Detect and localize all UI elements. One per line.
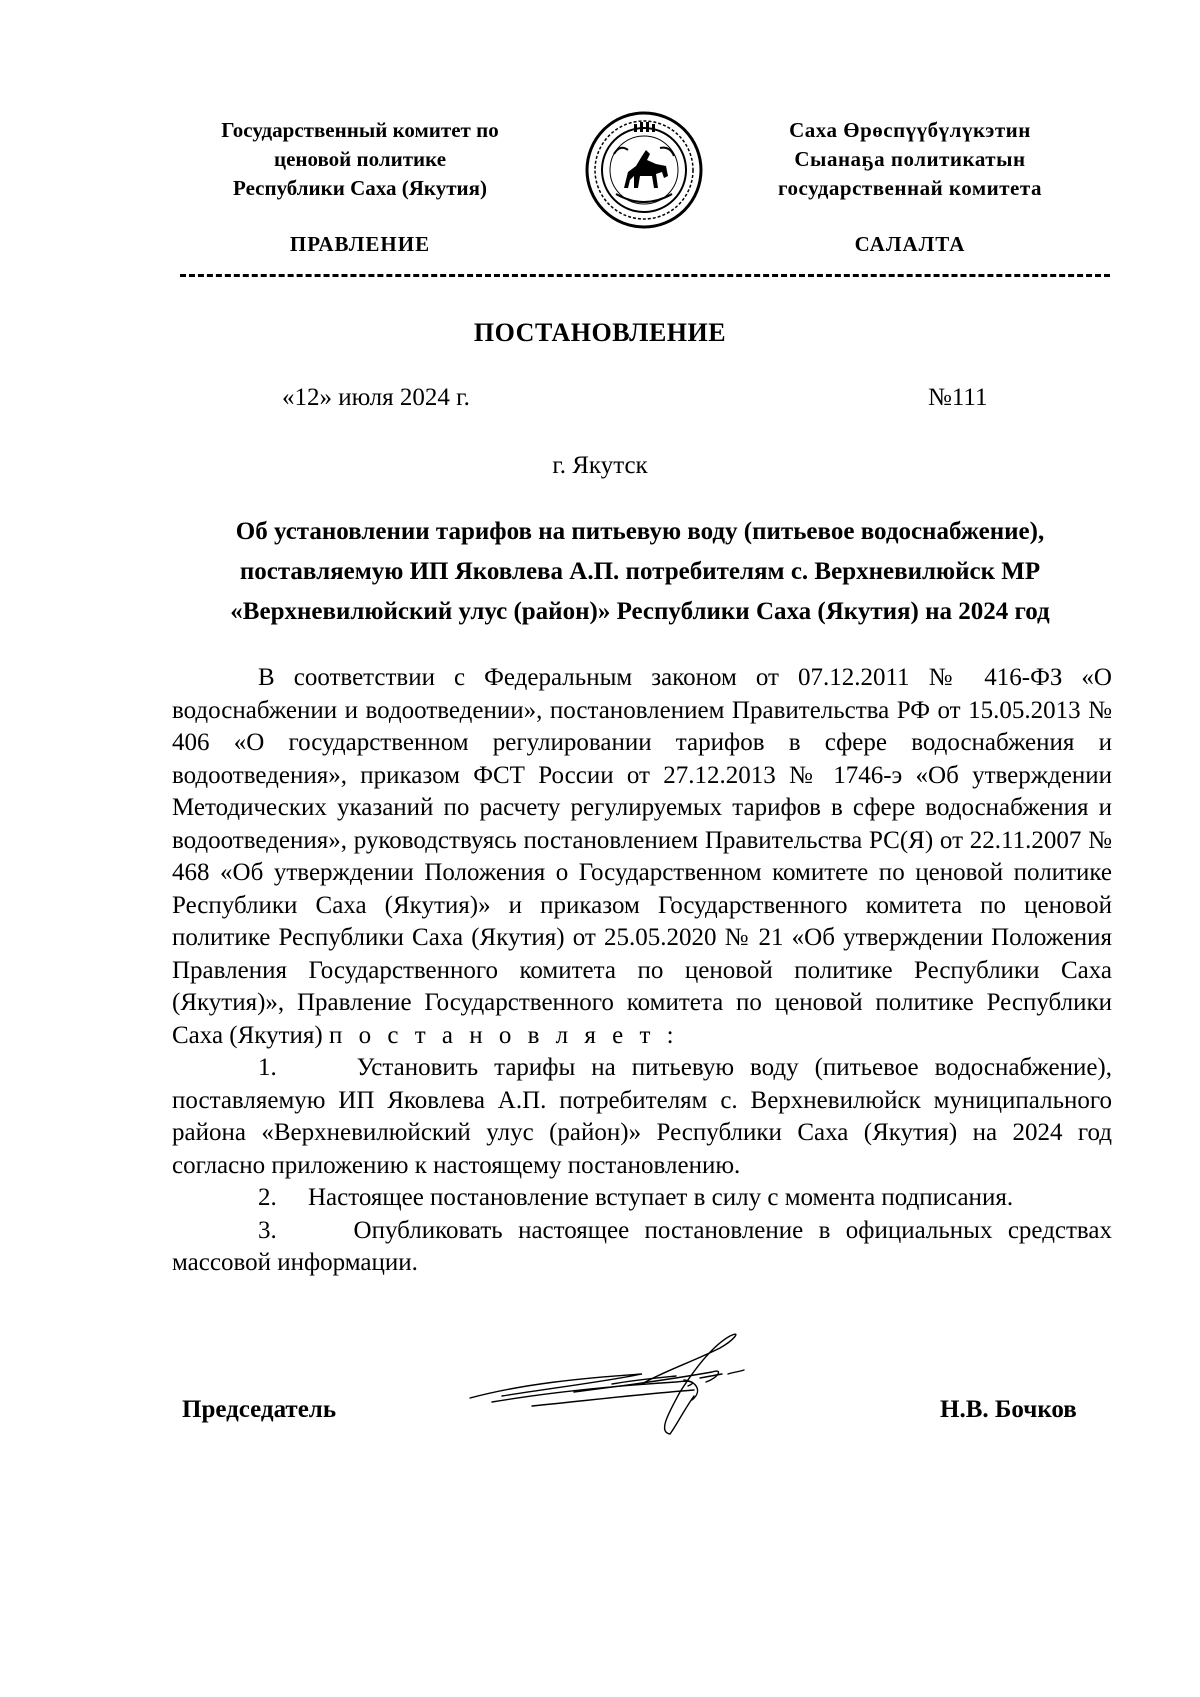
subject-line: поставляемую ИП Яковлева А.П. потребителям с. Верхневилюйск МР: [239, 558, 1041, 585]
decree-item-2: [172, 1182, 1112, 1215]
document-body: [172, 662, 1112, 1280]
header-left-org: [160, 116, 560, 203]
subject-line: Об установлении тарифов на питьевую воду (питьевое водоснабжение),: [235, 518, 1045, 545]
header-left-line: Республики Саха (Якутия): [233, 176, 487, 200]
preamble-paragraph: [172, 662, 1112, 1052]
signatory-name: Н.В. Бочков: [940, 1396, 1077, 1423]
subject-line: «Верхневилюйский улус (район)» Республики Саха (Якутия) на 2024 год: [230, 598, 1050, 625]
header-left-line: Государственный комитет по: [221, 118, 499, 142]
document-number: №111: [928, 384, 988, 411]
header-right-line: Сыанаҕа политикатын: [794, 147, 1026, 171]
document-date: «12» июля 2024 г.: [282, 384, 470, 411]
decree-word: п о с т а н о в л я е т :: [328, 1021, 679, 1049]
header-right-org: [720, 116, 1100, 203]
preamble-text: В соответствии с Федеральным законом от 07.12.2011 № 416-ФЗ «О водоснабжении и водоотведении», постановлением Правительства РФ от 15.05.2013 № 406 «О государственном регулировании тарифов в сфере водоснабжения и водоотведения», приказом ФСТ России от 27.12.2013 № 1746-э «Об утверждении Методических указаний по расчету регулируемых тарифов в сфере водоснабжения и водоотведения», руководствуясь постановлением Правительства РС(Я) от 22.11.2007 № 468 «Об утверждении Положения о Государственном комитете по ценовой политике Республики Саха (Якутия)» и приказом Государственного комитета по ценовой политике Республики Саха (Якутия) от 25.05.2020 № 21 «Об утверждении Положения Правления Государственного комитета по ценовой политике Республики Саха (Якутия)», Правление Государственного комитета по ценовой политике Республики Саха (Якутия): [172, 664, 1112, 1049]
board-label-sah: САЛАЛТА: [854, 232, 966, 256]
header-separator: [180, 274, 1110, 277]
sakha-coat-of-arms-icon: [584, 110, 704, 230]
header-left-line: ценовой политике: [273, 147, 447, 171]
document-city: г. Якутск: [552, 452, 648, 479]
header-right-line: Саха Өрөспүүбүлүкэтин: [789, 118, 1031, 142]
item-text: Опубликовать настоящее постановление в официальных средствах массовой информации.: [172, 1216, 1113, 1276]
board-label-ru: ПРАВЛЕНИЕ: [289, 232, 431, 256]
document-subject: [170, 512, 1110, 632]
item-number: 2.: [258, 1184, 277, 1211]
item-number: 1.: [258, 1054, 277, 1081]
decree-item-3: [172, 1215, 1112, 1280]
item-text: Настоящее постановление вступает в силу с момента подписания.: [308, 1184, 1014, 1211]
item-number: 3.: [258, 1216, 277, 1244]
header-right-line: государственнай комитета: [778, 176, 1042, 200]
item-text: Установить тарифы на питьевую воду (питьевое водоснабжение), поставляемую ИП Яковлева А.П. потребителям с. Верхневилюйск муниципального района «Верхневилюйский улус (район)» Республики Саха (Якутия) на 2024 год согласно приложению к настоящему постановлению.: [172, 1054, 1112, 1179]
handwritten-signature: [462, 1322, 792, 1440]
document-type-title: ПОСТАНОВЛЕНИЕ: [473, 318, 727, 347]
signatory-position: Председатель: [182, 1396, 337, 1423]
decree-item-1: [172, 1052, 1112, 1182]
